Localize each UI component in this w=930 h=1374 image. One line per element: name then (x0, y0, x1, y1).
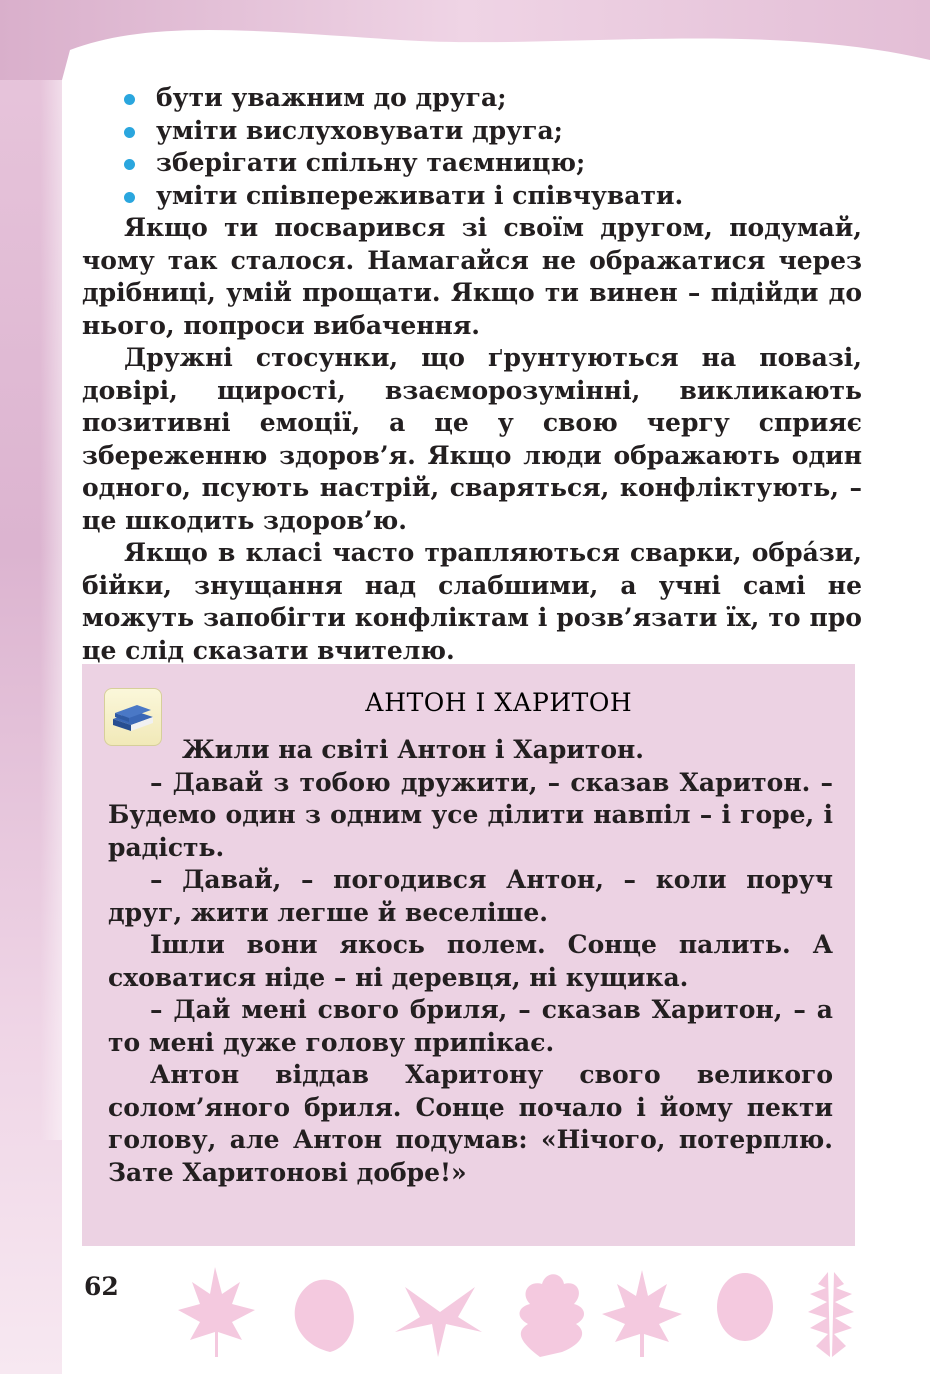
decorative-top-band (0, 0, 930, 80)
bullet-icon (124, 192, 135, 203)
paragraph: Якщо ти посварився зі своїм другом, подумай, чому так сталося. Намагайся не ображатися через дрібниці, умій прощати. Якщо ти винен – підійди до нього, попроси вибачення. (82, 213, 862, 340)
decorative-leaves (170, 1262, 860, 1362)
bullet-icon (124, 159, 135, 170)
list-item: уміти вислуховувати друга; (82, 115, 862, 148)
list-item: уміти співпереживати і співчувати. (82, 180, 862, 213)
story-paragraph: Жили на світі Антон і Харитон. (182, 735, 645, 764)
list-item: бути уважним до друга; (82, 82, 862, 115)
oak-leaf-icon (520, 1274, 585, 1357)
story-body (108, 734, 833, 1189)
round-leaf-icon (717, 1273, 773, 1341)
main-text (82, 82, 862, 667)
story-paragraph: Ішли вони якось полем. Сонце палить. А сховатися ніде – ні деревця, ні кущика. (108, 930, 833, 992)
story-box (82, 664, 855, 1246)
chestnut-leaf-icon (395, 1287, 482, 1357)
paragraph: Дружні стосунки, що ґрунтуються на повазі, довірі, щирості, взаєморозумінні, викликають позитивні емоції, а це у свою чергу сприяє збереженню здоров’я. Якщо люди ображають один одного, псують настрій, сваряться, конфліктують, – це шкодить здоров’ю. (82, 343, 862, 535)
bullet-list (82, 82, 862, 212)
story-paragraph: Антон віддав Харитону свого великого солом’яного бриля. Сонце почало і йому пекти голову, але Антон подумав: «Нічого, потерплю. Зате Харитонові добре!» (108, 1060, 833, 1187)
bullet-icon (124, 94, 135, 105)
page-number: 62 (84, 1272, 119, 1301)
maple-leaf-icon (178, 1267, 255, 1357)
maple-leaf-icon (602, 1270, 682, 1357)
story-title: АНТОН І ХАРИТОН (364, 688, 633, 717)
fern-leaf-icon (808, 1272, 854, 1357)
bullet-icon (124, 127, 135, 138)
story-paragraph: – Давай, – погодився Антон, – коли поруч друг, жити легше й веселіше. (108, 865, 833, 927)
paragraph: Якщо в класі часто трапляються сварки, обрáзи, бійки, знущання над слабшими, а учні самі не можуть запобігти конфліктам і розв’язати їх, то про це слід сказати вчителю. (82, 538, 862, 665)
decorative-left-band (0, 0, 62, 1374)
linden-leaf-icon (295, 1280, 354, 1360)
story-paragraph: – Дай мені свого бриля, – сказав Харитон, – а то мені дуже голову припікає. (108, 995, 833, 1057)
story-paragraph: – Давай з тобою дружити, – сказав Харитон. – Будемо один з одним усе ділити навпіл – і горе, і радість. (108, 767, 833, 862)
list-item: зберігати спільну таємницю; (82, 147, 862, 180)
